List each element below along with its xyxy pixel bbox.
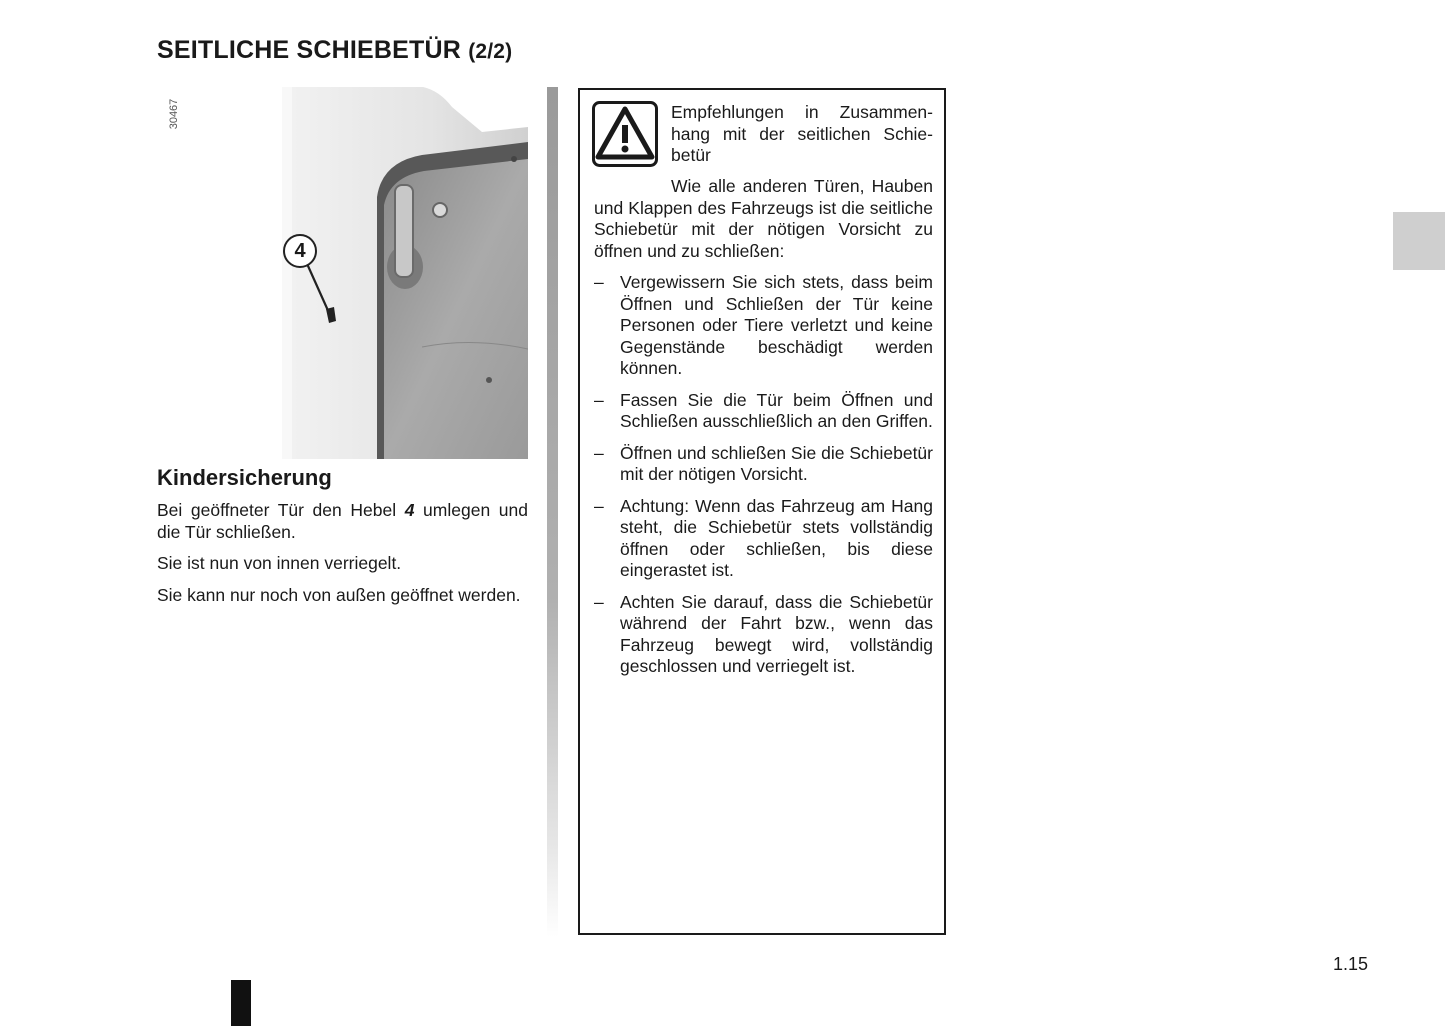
- child-lock-heading: Kindersicherung: [157, 465, 332, 490]
- warning-list: [594, 272, 933, 678]
- warning-triangle-icon: [592, 101, 658, 167]
- page-title: [157, 36, 512, 65]
- title-page-part: (2/2): [468, 40, 513, 63]
- warning-body: [594, 176, 933, 688]
- column-divider: [547, 87, 558, 937]
- page-number: 1.15: [1333, 954, 1369, 974]
- figure-id: 30467: [168, 98, 180, 130]
- warning-heading: Empfehlungen in Zusammenhang mit der seitlichen Schiebetür: [671, 102, 933, 165]
- list-item: – Vergewissern Sie sich stets, dass beim Öffnen und Schließen der Tür keine Personen oder Tiere verletzt und keine Gegenstände beschädigt werden können.: [594, 272, 933, 378]
- warning-intro: Wie alle anderen Türen, Hauben und Klappen des Fahrzeugs ist die seitliche Schiebetür mit der nötigen Vorsicht zu öffnen und zu schließen:: [594, 176, 933, 261]
- child-lock-p1: Bei geöffneter Tür den Hebel 4 umlegen und die Tür schließen.: [157, 500, 528, 542]
- list-item: – Achten Sie darauf, dass die Schiebetür während der Fahrt bzw., wenn das Fahrzeug bewegt wird, vollständig geschlossen und verriegelt ist.: [594, 591, 933, 676]
- list-item: – Öffnen und schließen Sie die Schiebetür mit der nötigen Vorsicht.: [594, 442, 933, 484]
- child-lock-p3: Sie kann nur noch von außen geöffnet werden.: [157, 584, 521, 605]
- warning-box: [578, 88, 946, 935]
- child-lock-p2: Sie ist nun von innen verriegelt.: [157, 553, 402, 573]
- door-interior-photo: [282, 87, 528, 459]
- callout-4: 4: [283, 234, 317, 268]
- title-text: SEITLICHE SCHIEBETÜR: [157, 36, 462, 64]
- child-lock-text: [157, 500, 528, 616]
- list-item: – Achtung: Wenn das Fahrzeug am Hang steht, die Schiebetür stets vollständig öffnen oder schließen, bis diese eingerastet ist.: [594, 495, 933, 580]
- print-mark: [231, 980, 251, 1026]
- list-item: – Fassen Sie die Tür beim Öffnen und Schließen ausschließlich an den Griffen.: [594, 389, 933, 431]
- section-tab: [1393, 212, 1445, 270]
